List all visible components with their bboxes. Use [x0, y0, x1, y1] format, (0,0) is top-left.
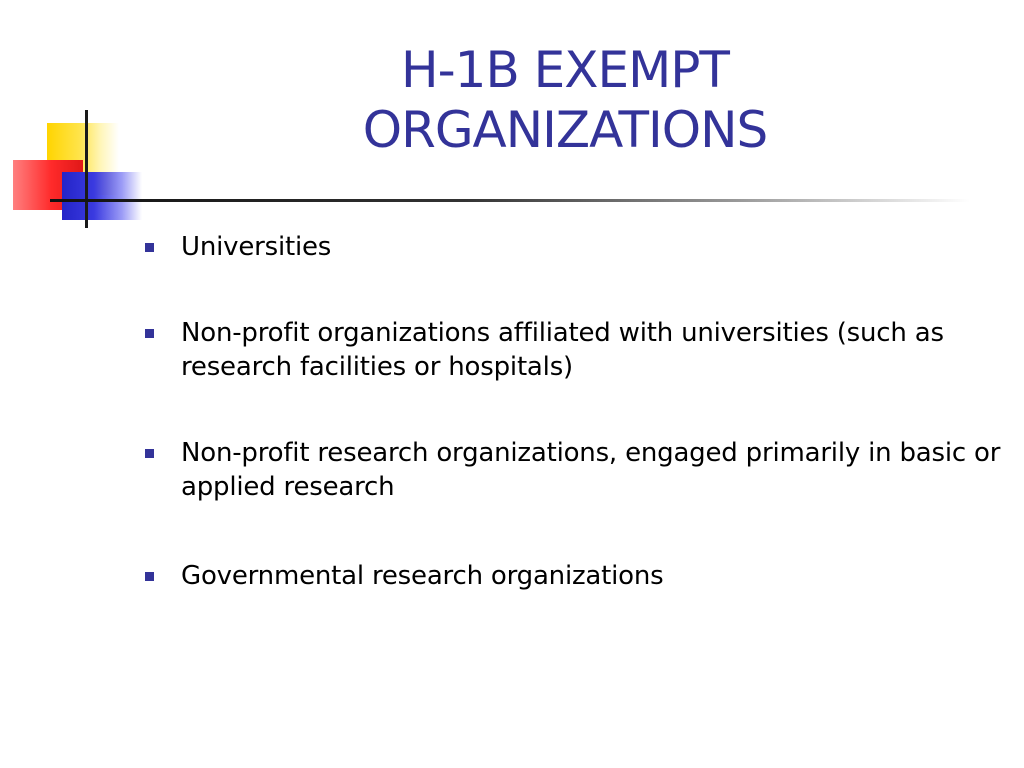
square-bullet-icon [145, 329, 154, 338]
bullet-list [145, 230, 1005, 645]
square-bullet-icon [145, 572, 154, 581]
bullet-text: Universities [181, 232, 332, 262]
bullet-text: Non-profit research organizations, engaged primarily in basic or applied research [181, 438, 1001, 502]
bullet-item [145, 559, 1005, 593]
bullet-item [145, 316, 1005, 384]
slide-title [280, 40, 850, 160]
color-blocks-logo [0, 0, 160, 240]
slide-title-line-2: ORGANIZATIONS [362, 101, 768, 159]
bullet-text: Non-profit organizations affiliated with universities (such as research facilities or hospitals) [181, 318, 944, 382]
bullet-item [145, 230, 1005, 264]
title-underline-rule [50, 199, 970, 202]
blue-square-decoration [62, 172, 142, 220]
square-bullet-icon [145, 449, 154, 458]
square-bullet-icon [145, 243, 154, 252]
slide-title-line-1: H-1B EXEMPT [401, 41, 729, 99]
bullet-item [145, 436, 1005, 504]
bullet-text: Governmental research organizations [181, 561, 664, 591]
vertical-rule-decoration [85, 110, 88, 228]
